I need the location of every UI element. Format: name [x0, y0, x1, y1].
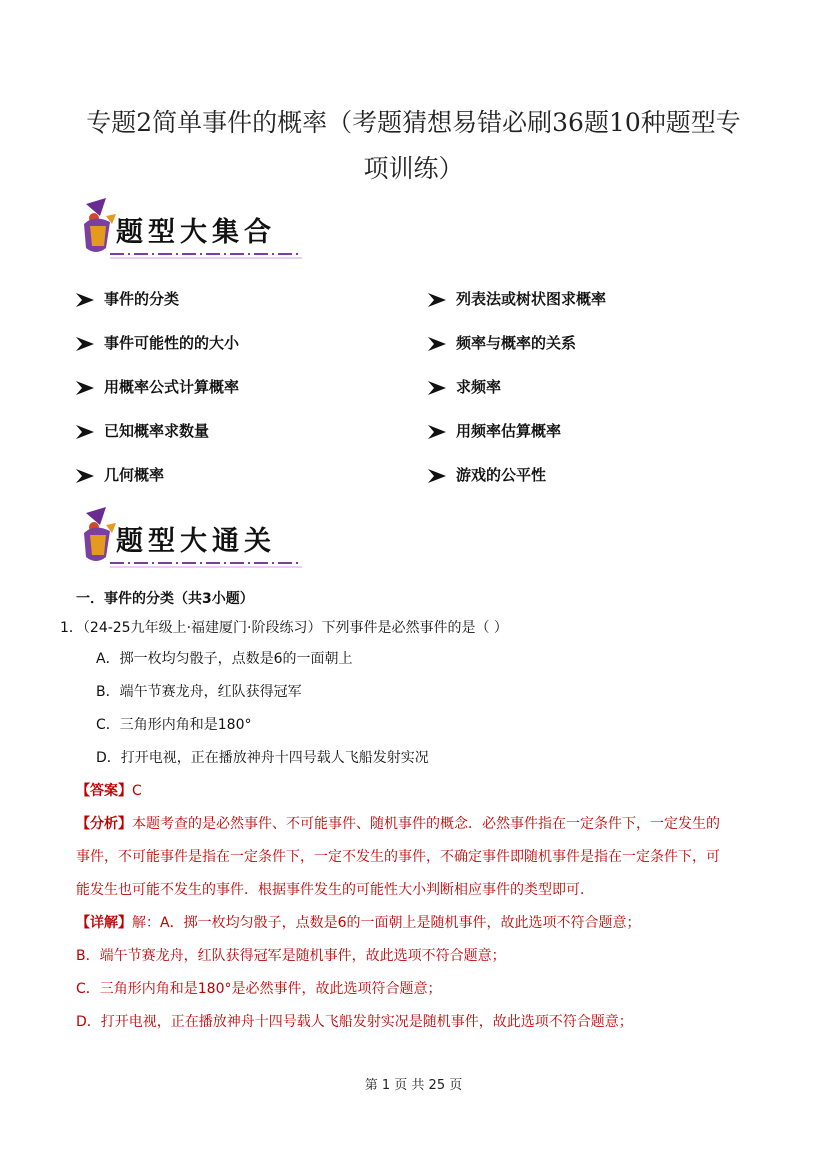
option-a: A．掷一枚均匀骰子，点数是6的一面朝上 [96, 651, 353, 667]
arrow-bullet-icon [428, 381, 446, 395]
detail-line-2: B．端午节赛龙舟，红队获得冠军是随机事件，故此选项不符合题意； [76, 948, 506, 964]
type-item-right-3: 求频率 [428, 376, 501, 397]
arrow-bullet-icon [76, 381, 94, 395]
arrow-bullet-icon [428, 469, 446, 483]
type-item-right-2: 频率与概率的关系 [428, 332, 576, 353]
type-item-right-5: 游戏的公平性 [428, 464, 546, 485]
arrow-bullet-icon [428, 337, 446, 351]
type-item-left-5: 几何概率 [76, 464, 164, 485]
title-line-1: 专题2简单事件的概率（考题猜想易错必刷36题10种题型专 [86, 108, 741, 137]
answer-label: 【答案】 [76, 783, 132, 799]
analysis-line-1: 【分析】本题考查的是必然事件、不可能事件、随机事件的概念．必然事件指在一定条件下，一定发生的 [76, 816, 720, 832]
detail-line-4: D．打开电视，正在播放神舟十四号载人飞船发射实况是随机事件，故此选项不符合题意； [76, 1014, 633, 1030]
section-event-classification [60, 585, 756, 1039]
answer-line [76, 775, 756, 808]
banner-title: 题型大集合 [116, 217, 276, 248]
detail-line-1: 【详解】解：A．掷一枚均匀骰子，点数是6的一面朝上是随机事件，故此选项不符合题意； [76, 915, 641, 931]
option-d: D．打开电视，正在播放神舟十四号载人飞船发射实况 [96, 750, 429, 766]
arrow-bullet-icon [428, 293, 446, 307]
type-item-right-1: 列表法或树状图求概率 [428, 288, 606, 309]
arrow-bullet-icon [76, 469, 94, 483]
analysis-label: 【分析】 [76, 816, 132, 832]
question-1: 1．（24-25九年级上·福建厦门·阶段练习）下列事件是必然事件的是（ ） [60, 620, 508, 636]
title-line-2: 项训练） [363, 154, 464, 183]
answer-value: C [132, 783, 142, 799]
detail-label: 【详解】 [76, 915, 132, 931]
type-item-left-4: 已知概率求数量 [76, 420, 209, 441]
document-title [60, 100, 767, 192]
option-b: B．端午节赛龙舟，红队获得冠军 [96, 684, 302, 700]
section-title: 一．事件的分类（共3小题） [76, 591, 254, 607]
type-item-left-2: 事件可能性的的大小 [76, 332, 239, 353]
arrow-bullet-icon [76, 337, 94, 351]
banner-question-collection [76, 196, 308, 268]
analysis-line-2: 事件，不可能事件是指在一定条件下，一定不发生的事件，不确定事件即随机事件是指在一定条件下，可 [76, 849, 720, 865]
analysis-line-3: 能发生也可能不发生的事件．根据事件发生的可能性大小判断相应事件的类型即可． [76, 882, 594, 898]
page-footer: 第 1 页 共 25 页 [364, 1078, 463, 1093]
type-item-left-1: 事件的分类 [76, 288, 179, 309]
type-item-left-3: 用概率公式计算概率 [76, 376, 239, 397]
detail-line-3: C．三角形内角和是180°是必然事件，故此选项符合题意； [76, 981, 442, 997]
arrow-bullet-icon [76, 425, 94, 439]
arrow-bullet-icon [428, 425, 446, 439]
type-item-right-4: 用频率估算概率 [428, 420, 561, 441]
banner-title: 题型大通关 [116, 526, 276, 557]
arrow-bullet-icon [76, 293, 94, 307]
banner-question-pass [76, 505, 308, 577]
option-c: C．三角形内角和是180° [96, 717, 252, 733]
